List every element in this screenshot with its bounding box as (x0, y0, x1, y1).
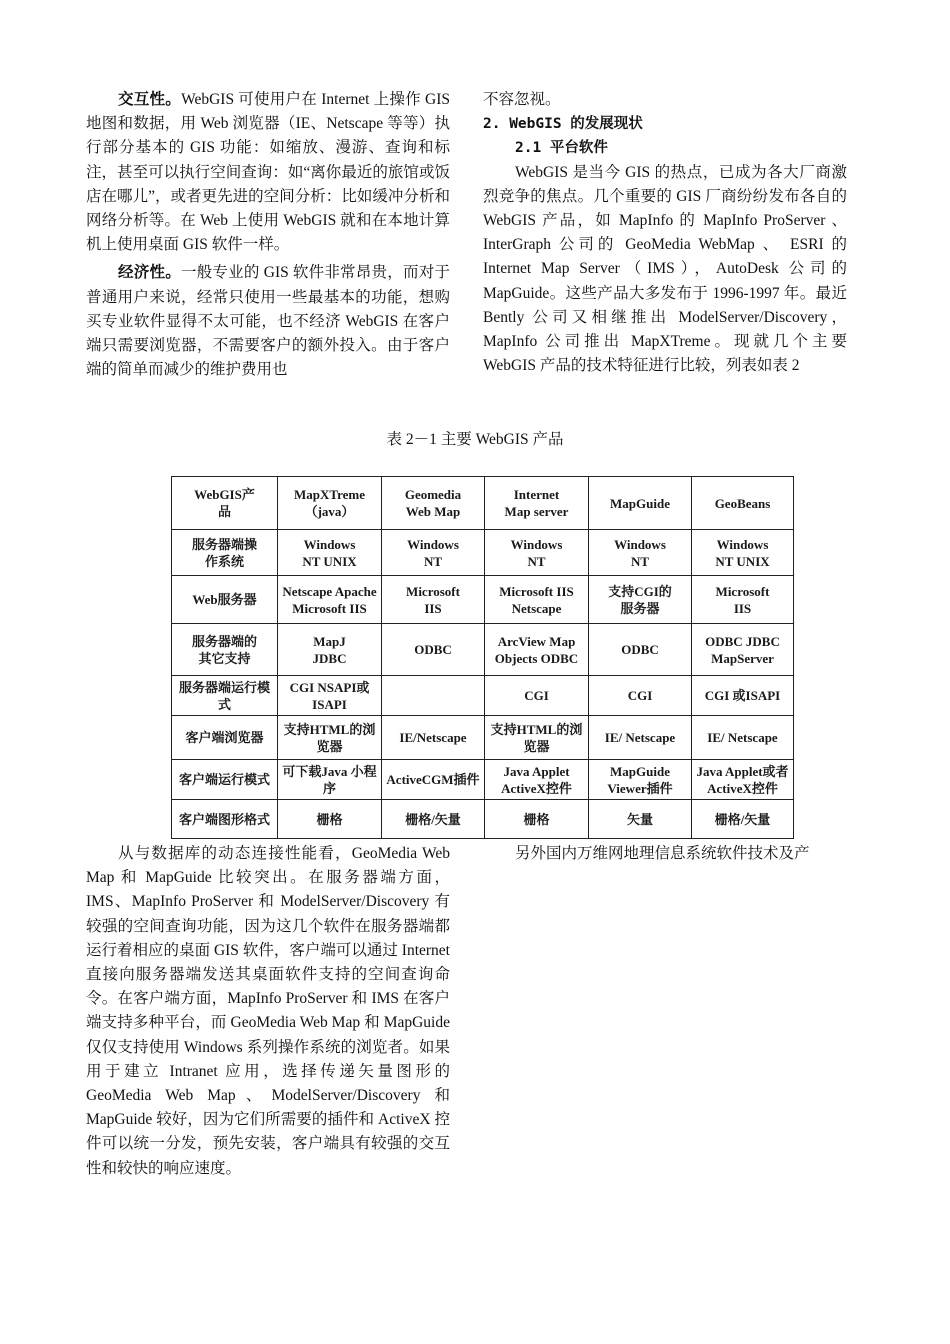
webgis-products-table (171, 476, 793, 838)
table-row-label: 服务器端操 作系统 (172, 530, 278, 576)
domestic-software-paragraph: 另外国内万维网地理信息系统软件技术及产 (515, 845, 810, 862)
platform-software-paragraph: WebGIS 是当今 GIS 的热点，已成为各大厂商激烈竞争的焦点。几个重要的 GIS 厂商纷纷发布各自的 WebGIS 产品，如 MapInfo 的 MapInfo ProServer 、 InterGraph 公司的 GeoMedia WebMap 、 ESRI 的 Internet Map Server（IMS），AutoDesk 公司的 MapGuide。这些产品大多发布于 1996-1997 年。最近 Bently 公司又相继推出 ModelServer/Discovery，MapInfo 公司推出 MapXTreme。现就几个主要 WebGIS 产品的技术特征进行比较，列表如表 2 (483, 163, 847, 375)
table-row (172, 760, 794, 800)
table-row-label: Web服务器 (172, 576, 278, 624)
table-header-cell: Internet Map server (485, 477, 589, 530)
table-cell: IE/Netscape (382, 716, 485, 760)
table-row (172, 624, 794, 676)
table-header-row (172, 477, 794, 530)
table-cell: Windows NT (382, 530, 485, 576)
table-cell: CGI (485, 676, 589, 716)
table-cell: ODBC (382, 624, 485, 676)
table-cell: 支持HTML的浏览器 (278, 716, 382, 760)
subsection-heading: 2.1 平台软件 (515, 140, 608, 157)
left-column-bottom (86, 842, 450, 1181)
table-cell: CGI 或ISAPI (692, 676, 794, 716)
table-cell: CGI NSAPI或 ISAPI (278, 676, 382, 716)
table-cell: 栅格/矢量 (692, 800, 794, 839)
table-cell: ODBC JDBC MapServer (692, 624, 794, 676)
table-header-cell: GeoBeans (692, 477, 794, 530)
table-cell: ODBC (589, 624, 692, 676)
table-row (172, 800, 794, 839)
table-cell: Netscape Apache Microsoft IIS (278, 576, 382, 624)
table-cell: Windows NT UNIX (692, 530, 794, 576)
table-cell: Microsoft IIS (692, 576, 794, 624)
table-cell (382, 676, 485, 716)
interactivity-lead: 交互性。 (118, 91, 182, 108)
table-row (172, 716, 794, 760)
table-header-cell: MapXTreme （java） (278, 477, 382, 530)
table-cell: MapGuide Viewer插件 (589, 760, 692, 800)
table-row-label: 客户端浏览器 (172, 716, 278, 760)
table-row-label: 服务器端的 其它支持 (172, 624, 278, 676)
table-cell: 可下载Java 小程序 (278, 760, 382, 800)
table-cell: 栅格 (485, 800, 589, 839)
table-row-label: 客户端图形格式 (172, 800, 278, 839)
database-comparison-paragraph: 从与数据库的动态连接性能看，GeoMedia Web Map 和 MapGuide 比较突出。在服务器端方面，IMS、MapInfo ProServer 和 ModelServer/Discovery 有较强的空间查询功能，因为这几个软件在服务器端都运行着相应的桌面 GIS 软件，客户端可以通过 Internet 直接向服务器端发送其桌面软件支持的空间查询命令。在客户端方面，MapInfo ProServer 和 IMS 在客户端支持多种平台，而 GeoMedia Web Map 和 MapGuide 仅仅支持使用 Windows 系列操作系统的浏览者。如果用于建立 Intranet 应用，选择传递矢量图形的 GeoMedia Web Map、ModelServer/Discovery 和 MapGuide 较好，因为它们所需要的插件和 ActiveX 控件可以统一分发，预先安装，客户端具有较强的交互性和较快的响应速度。 (86, 845, 450, 1177)
economy-lead: 经济性。 (118, 264, 181, 282)
table-row (172, 530, 794, 576)
table-row-label: 服务器端运行模式 (172, 676, 278, 716)
table-cell: IE/ Netscape (692, 716, 794, 760)
table-row (172, 676, 794, 716)
table-caption: 表 2－1 主要 WebGIS 产品 (386, 431, 564, 448)
table-cell: Microsoft IIS (382, 576, 485, 624)
table-row (172, 576, 794, 624)
paragraph-interactivity (86, 88, 450, 257)
table-cell: Windows NT (589, 530, 692, 576)
table-cell: Windows NT (485, 530, 589, 576)
paragraph-economy (86, 261, 450, 382)
right-column-bottom (483, 842, 847, 866)
table-cell: Java Applet或者 ActiveX控件 (692, 760, 794, 800)
table-header-cell: Geomedia Web Map (382, 477, 485, 530)
table-cell: 支持HTML的浏览器 (485, 716, 589, 760)
continuation-text: 不容忽视。 (483, 91, 561, 108)
table-cell: CGI (589, 676, 692, 716)
left-column-top (86, 88, 450, 382)
section-heading: 2. WebGIS 的发展现状 (483, 116, 643, 133)
table-cell: Microsoft IIS Netscape (485, 576, 589, 624)
table-header-cell: WebGIS产 品 (172, 477, 278, 530)
table-cell: IE/ Netscape (589, 716, 692, 760)
interactivity-text: WebGIS 可使用户在 Internet 上操作 GIS 地图和数据，用 Web 浏览器（IE、Netscape 等等）执行部分基本的 GIS 功能：如缩放、漫游、查询和标注，甚至可以执行空间查询：如“离你最近的旅馆或饭店在哪儿”，或者更先进的空间分析：比如缓冲分析和网络分析等。在 Web 上使用 WebGIS 就和在本地计算机上使用桌面 GIS 软件一样。 (86, 91, 450, 254)
table-cell: Windows NT UNIX (278, 530, 382, 576)
right-column-top (483, 88, 847, 378)
table-cell: ArcView Map Objects ODBC (485, 624, 589, 676)
table-header-cell: MapGuide (589, 477, 692, 530)
table-cell: 栅格/矢量 (382, 800, 485, 839)
economy-text: 一般专业的 GIS 软件非常昂贵，而对于普通用户来说，经常只使用一些最基本的功能，想购买专业软件显得不太可能，也不经济 WebGIS 在客户端只需要浏览器，不需要客户的额外投入。由于客户端的简单而减少的维护费用也 (86, 264, 450, 379)
table-row-label: 客户端运行模式 (172, 760, 278, 800)
table-cell: 矢量 (589, 800, 692, 839)
table-cell: ActiveCGM插件 (382, 760, 485, 800)
table-cell: Java Applet ActiveX控件 (485, 760, 589, 800)
table-cell: MapJ JDBC (278, 624, 382, 676)
table-cell: 栅格 (278, 800, 382, 839)
table-cell: 支持CGI的 服务器 (589, 576, 692, 624)
